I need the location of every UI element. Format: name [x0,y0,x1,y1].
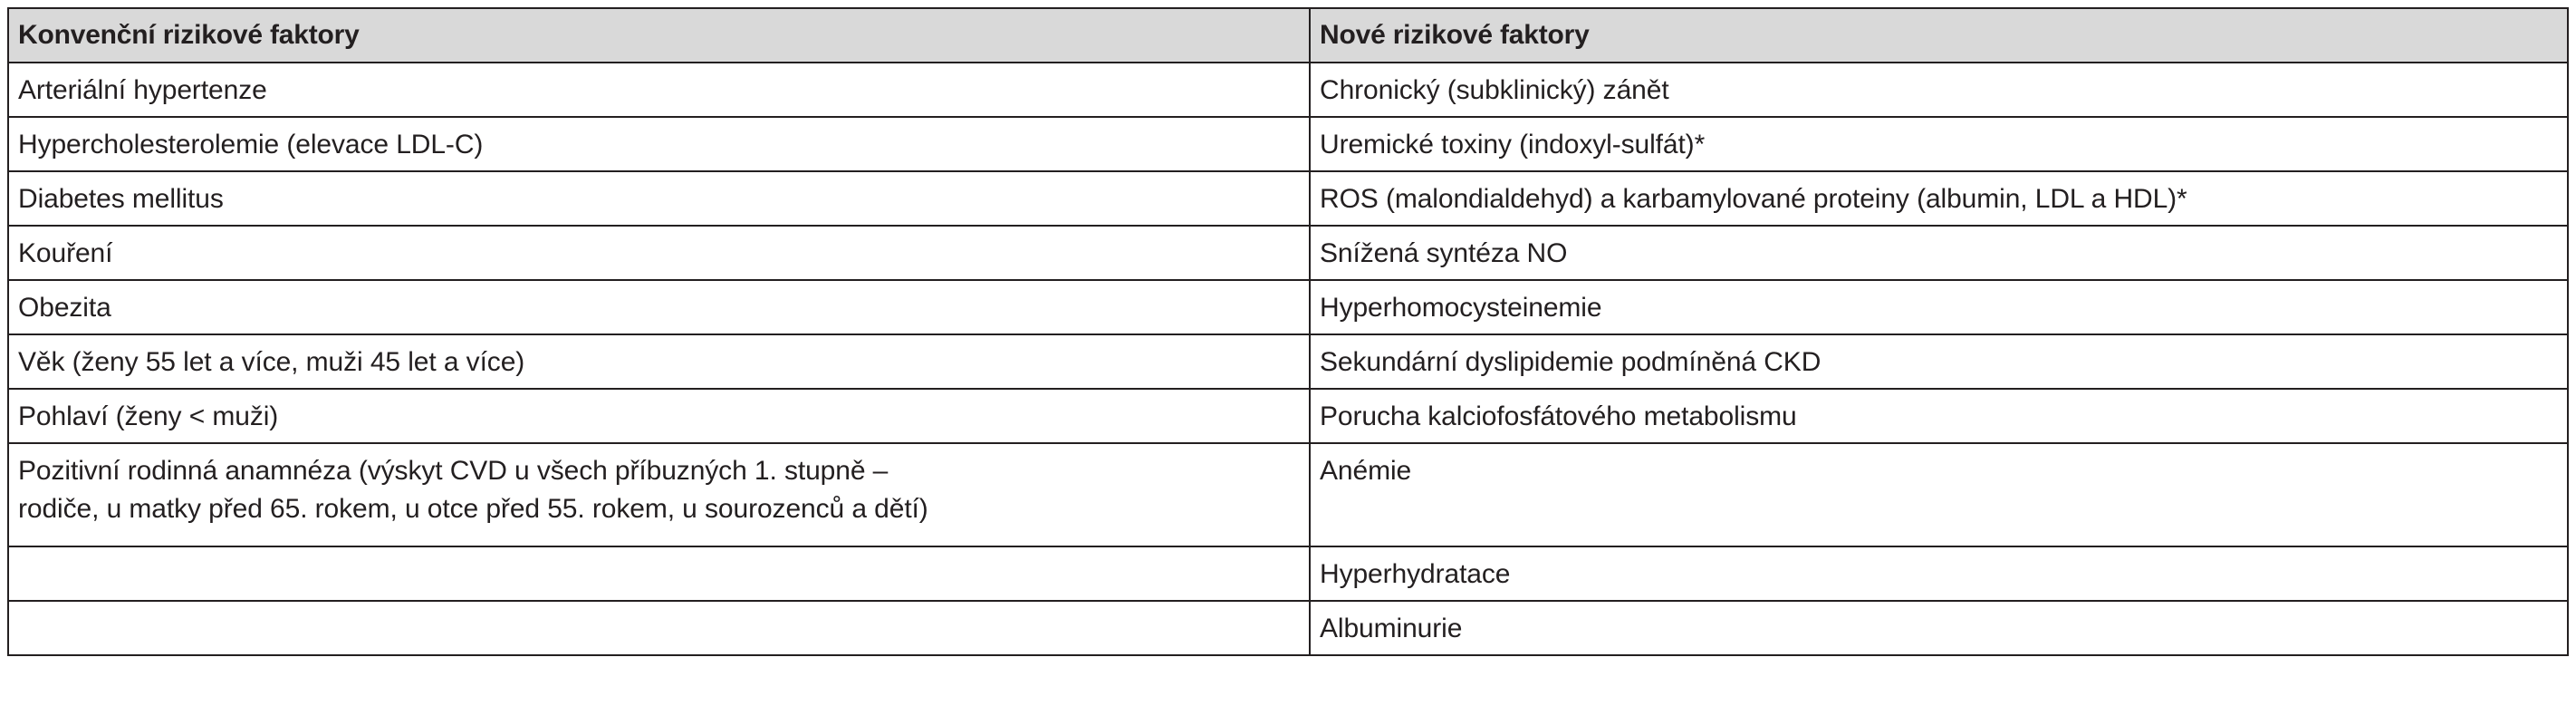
cell-text: Hyperhomocysteinemie [1320,293,1602,323]
new-factor-cell [1310,171,2568,226]
conventional-factor-cell-empty [8,601,1310,655]
table-row [8,389,2568,443]
cell-text: Hyperhydratace [1320,559,1511,589]
conventional-factor-cell [8,280,1310,334]
cell-text: Chronický (subklinický) zánět [1320,75,1669,105]
column-header-conventional: Konvenční rizikové faktory [8,8,1310,63]
cell-text: Diabetes mellitus [18,184,224,214]
column-header-new: Nové rizikové faktory [1310,8,2568,63]
conventional-factor-cell [8,389,1310,443]
new-factor-cell [1310,334,2568,389]
conventional-factor-cell [8,443,1310,546]
new-factor-cell [1310,443,2568,546]
table-row [8,117,2568,171]
conventional-factor-cell-empty [8,546,1310,601]
conventional-factor-cell [8,63,1310,117]
table-row [8,226,2568,280]
new-factor-cell [1310,389,2568,443]
cell-text: Sekundární dyslipidemie podmíněná CKD [1320,347,1821,377]
cell-text: ROS (malondialdehyd) a karbamylované proteiny (albumin, LDL a HDL)* [1320,184,2187,214]
cell-text: Hypercholesterolemie (elevace LDL-C) [18,130,484,160]
new-factor-cell [1310,280,2568,334]
cell-text: Porucha kalciofosfátového metabolismu [1320,401,1797,431]
table-row [8,601,2568,655]
cell-text: Uremické toxiny (indoxyl-sulfát)* [1320,130,1706,160]
cell-text: Věk (ženy 55 let a více, muži 45 let a více) [18,347,525,377]
table-row [8,280,2568,334]
risk-factors-table [7,7,2569,656]
cell-text: Arteriální hypertenze [18,75,267,105]
new-factor-cell [1310,63,2568,117]
cell-text-line-2: rodiče, u matky před 65. rokem, u otce před 55. rokem, u sourozenců a dětí) [18,494,928,524]
conventional-factor-cell [8,334,1310,389]
table-row [8,443,2568,546]
cell-text: Pohlaví (ženy < muži) [18,401,279,431]
cell-text: Kouření [18,238,113,268]
cell-text: Obezita [18,293,111,323]
conventional-factor-cell [8,117,1310,171]
table-row [8,334,2568,389]
cell-text: Albuminurie [1320,614,1463,643]
table-row [8,171,2568,226]
table-row [8,546,2568,601]
new-factor-cell [1310,601,2568,655]
new-factor-cell [1310,117,2568,171]
conventional-factor-cell [8,226,1310,280]
cell-text: Anémie [1320,456,1412,486]
cell-text: Snížená syntéza NO [1320,238,1568,268]
new-factor-cell [1310,546,2568,601]
table-row [8,63,2568,117]
cell-text-line-1: Pozitivní rodinná anamnéza (výskyt CVD u všech příbuzných 1. stupně – [18,456,889,486]
table-header-row [8,8,2568,63]
conventional-factor-cell [8,171,1310,226]
new-factor-cell [1310,226,2568,280]
